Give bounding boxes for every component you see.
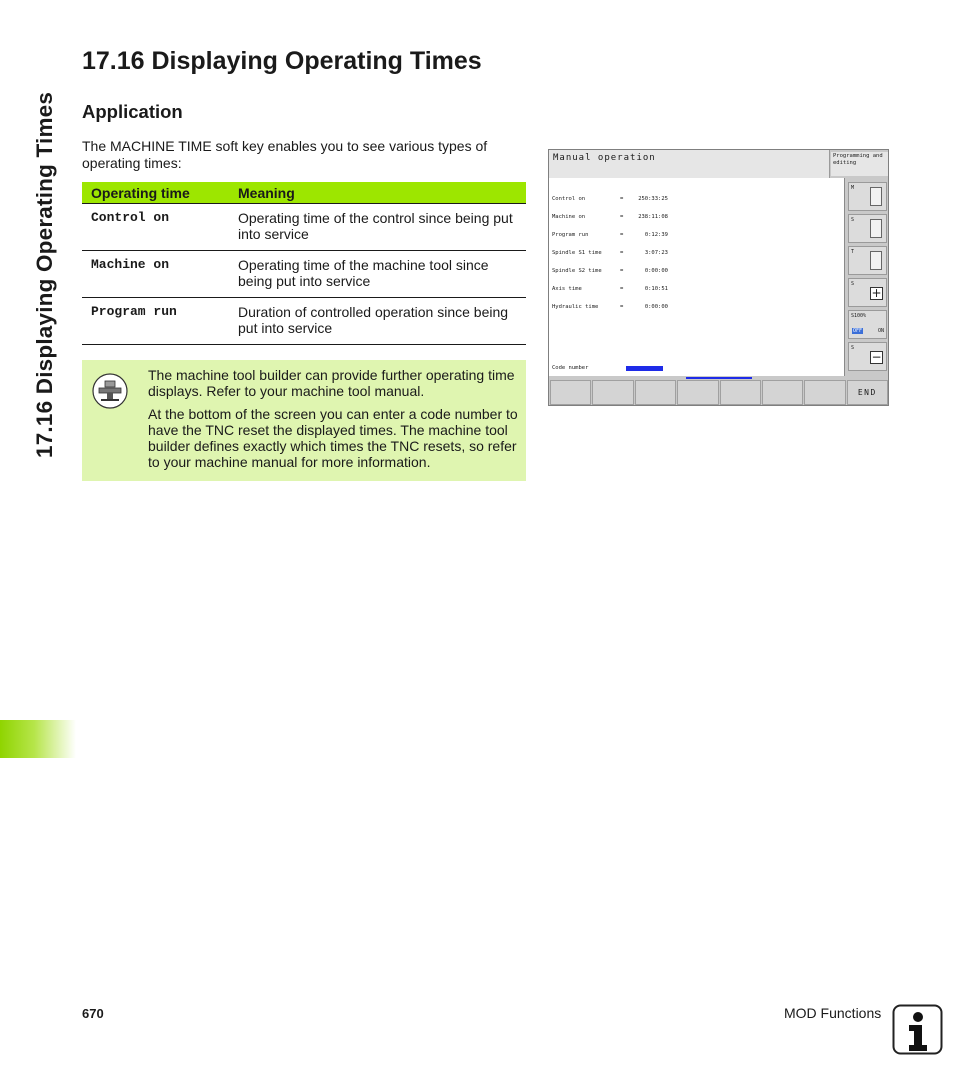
note-text	[148, 367, 520, 477]
info-icon	[892, 1004, 943, 1055]
machine-time-row	[552, 250, 668, 256]
active-softkey-indicator	[686, 377, 752, 379]
on-label: ON	[878, 328, 885, 334]
table-row	[82, 251, 526, 298]
time-value: 0:10:51	[644, 286, 668, 292]
machine-icon	[870, 187, 882, 206]
off-label: OFF	[853, 328, 863, 334]
time-value: 0:12:39	[644, 232, 668, 238]
table-cell-meaning: Operating time of the machine tool since being put into service	[238, 251, 526, 298]
softkey-4[interactable]	[677, 380, 718, 405]
operating-times-table	[82, 182, 526, 345]
time-value: 250:33:25	[638, 196, 668, 202]
table-header-meaning: Meaning	[238, 182, 526, 204]
table-cell-term: Program run	[82, 298, 238, 345]
intro-paragraph: The MACHINE TIME soft key enables you to see various types of operating times:	[82, 138, 488, 171]
machine-tool-icon	[92, 373, 128, 409]
tnc-screen-screenshot	[548, 149, 889, 406]
softkey-6[interactable]	[762, 380, 803, 405]
tool-change-icon	[870, 251, 882, 270]
softkey-tool-change[interactable]	[848, 246, 887, 275]
code-number-label: Code number	[552, 365, 589, 371]
chapter-tab-marker	[0, 720, 76, 758]
softkey-spindle[interactable]	[848, 214, 887, 243]
plus-icon: +	[871, 286, 882, 300]
softkey-label: T	[851, 249, 855, 255]
softkey-label: S	[851, 345, 855, 351]
table-cell-term: Machine on	[82, 251, 238, 298]
table-row	[82, 298, 526, 345]
section-heading: Application	[82, 101, 183, 122]
machine-time-row	[552, 232, 668, 238]
time-eq: =	[620, 232, 624, 238]
table-cell-meaning: Operating time of the control since being put into service	[238, 204, 526, 251]
minus-icon: −	[871, 350, 882, 364]
machine-time-row	[552, 214, 668, 220]
table-row	[82, 204, 526, 251]
time-label: Control on	[552, 196, 586, 202]
footer-section-title: MOD Functions	[784, 1005, 882, 1021]
horizontal-softkey-bar	[549, 380, 888, 405]
time-label: Program run	[552, 232, 589, 238]
time-eq: =	[620, 250, 624, 256]
time-value: 0:00:00	[644, 304, 668, 310]
table-cell-meaning: Duration of controlled operation since being put into service	[238, 298, 526, 345]
softkey-2[interactable]	[592, 380, 633, 405]
time-label: Spindle S2 time	[552, 268, 602, 274]
time-label: Hydraulic time	[552, 304, 599, 310]
side-chapter-title-text: 17.16 Displaying Operating Times	[32, 91, 57, 458]
softkey-spindle-plus[interactable]	[848, 278, 887, 307]
screen-main-area	[549, 178, 845, 376]
table-header-row	[82, 182, 526, 204]
softkey-3[interactable]	[635, 380, 676, 405]
time-label: Axis time	[552, 286, 582, 292]
time-eq: =	[620, 214, 624, 220]
time-value: 0:00:00	[644, 268, 668, 274]
time-label: Spindle S1 time	[552, 250, 602, 256]
code-number-input[interactable]	[626, 366, 663, 371]
time-eq: =	[620, 268, 624, 274]
time-label: Machine on	[552, 214, 586, 220]
softkey-5[interactable]	[720, 380, 761, 405]
softkey-label: S100%	[851, 313, 867, 319]
end-softkey[interactable]: END	[847, 380, 888, 405]
machine-time-row	[552, 196, 668, 202]
machine-time-row	[552, 286, 668, 292]
page-number: 670	[82, 1006, 104, 1021]
machine-time-row	[552, 304, 668, 310]
machine-builder-note	[82, 360, 526, 481]
page-title: 17.16 Displaying Operating Times	[82, 47, 482, 75]
time-value: 3:07:23	[644, 250, 668, 256]
table-header-operating-time: Operating time	[82, 182, 238, 204]
note-paragraph: At the bottom of the screen you can enter a code number to have the TNC reset the displayed times. The machine tool builder defines exactly which times the TNC resets, so refer to your machine manual for more information.	[148, 406, 518, 470]
side-chapter-title	[26, 50, 66, 460]
softkey-label: S	[851, 217, 855, 223]
time-eq: =	[620, 304, 624, 310]
softkey-label: M	[851, 185, 855, 191]
table-cell-term: Control on	[82, 204, 238, 251]
time-value: 238:11:08	[638, 214, 668, 220]
time-eq: =	[620, 286, 624, 292]
spindle-icon	[870, 219, 882, 238]
softkey-7[interactable]	[804, 380, 845, 405]
screen-secondary-mode: Programming and editing	[831, 152, 888, 176]
screen-mode-title: Manual operation	[549, 150, 830, 178]
softkey-spindle-minus[interactable]	[848, 342, 887, 371]
softkey-1[interactable]	[550, 380, 591, 405]
time-eq: =	[620, 196, 624, 202]
softkey-spindle-override[interactable]	[848, 310, 887, 339]
softkey-label: S	[851, 281, 855, 287]
machine-time-list	[552, 184, 668, 322]
softkey-machine[interactable]	[848, 182, 887, 211]
machine-time-row	[552, 268, 668, 274]
note-paragraph: The machine tool builder can provide further operating time displays. Refer to your machine tool manual.	[148, 367, 515, 399]
vertical-softkey-bar	[846, 182, 889, 374]
